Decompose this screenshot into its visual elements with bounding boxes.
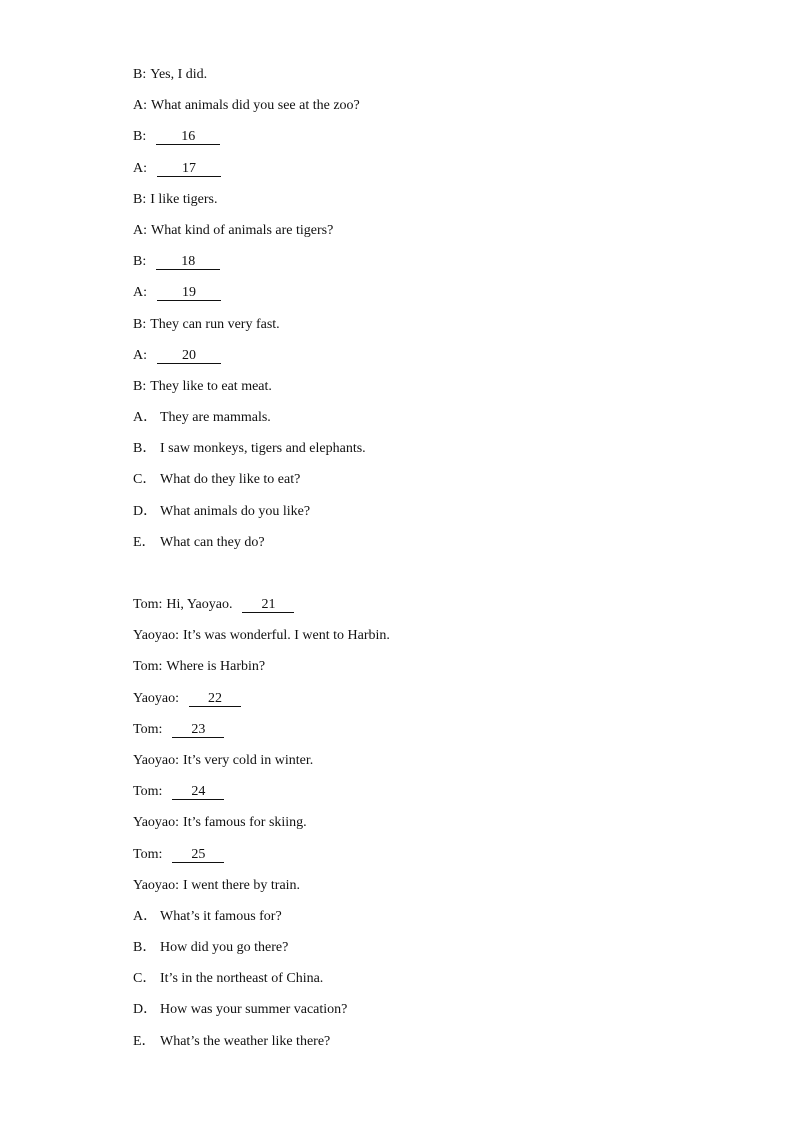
answer-blank-22[interactable]: 22 [189, 691, 241, 707]
option-c-2 [133, 970, 753, 1001]
dialogue-text: It’s was wonderful. I went to Harbin. [183, 628, 390, 644]
speaker-label: Tom: [133, 721, 163, 737]
option-letter: E． [133, 534, 156, 550]
dialogue-text: It’s famous for skiing. [183, 815, 307, 831]
option-letter: E． [133, 1033, 156, 1049]
dialogue-text: Where is Harbin? [166, 659, 266, 675]
answer-blank-20[interactable]: 20 [157, 348, 221, 364]
dialogue-line-tom-1 [133, 596, 753, 627]
option-text: What do they like to eat? [160, 472, 301, 488]
answer-blank-18[interactable]: 18 [156, 254, 220, 270]
option-text: What’s the weather like there? [160, 1033, 331, 1049]
section-gap [133, 565, 753, 596]
option-e-2 [133, 1033, 753, 1064]
option-letter: A． [133, 410, 158, 426]
answer-blank-25[interactable]: 25 [172, 847, 224, 863]
option-text: They are mammals. [160, 410, 271, 426]
option-text: I saw monkeys, tigers and elephants. [160, 441, 366, 457]
dialogue-text: What kind of animals are tigers? [151, 222, 334, 238]
option-text: How did you go there? [160, 940, 289, 956]
dialogue-line-9 [133, 316, 753, 347]
dialogue-line-5 [133, 191, 753, 222]
option-letter: C． [133, 971, 157, 987]
dialogue-line-yaoyao-3 [133, 752, 753, 783]
answer-blank-23[interactable]: 23 [172, 722, 224, 738]
dialogue-text: What animals did you see at the zoo? [151, 98, 360, 114]
option-e [133, 534, 753, 565]
worksheet-page [133, 66, 753, 1064]
option-letter: C． [133, 472, 157, 488]
dialogue-line-tom-2 [133, 658, 753, 689]
option-letter: B． [133, 940, 157, 956]
dialogue-text: It’s very cold in winter. [183, 752, 314, 768]
dialogue-text: They like to eat meat. [150, 378, 272, 394]
speaker-label: B: [133, 254, 147, 270]
dialogue-text: I went there by train. [183, 877, 301, 893]
option-letter: B． [133, 441, 157, 457]
speaker-label: A: [133, 98, 147, 114]
option-text: It’s in the northeast of China. [160, 971, 324, 987]
speaker-label: B: [133, 378, 147, 394]
speaker-label: Tom: [133, 659, 163, 675]
speaker-label: A: [133, 285, 147, 301]
speaker-label: A: [133, 160, 147, 176]
option-d [133, 503, 753, 534]
dialogue-line-10 [133, 347, 753, 378]
option-a-2 [133, 908, 753, 939]
answer-blank-24[interactable]: 24 [172, 784, 224, 800]
speaker-label: A: [133, 222, 147, 238]
option-d-2 [133, 1001, 753, 1032]
speaker-label: Tom: [133, 784, 163, 800]
speaker-label: B: [133, 67, 147, 82]
dialogue-text: Yes, I did. [150, 67, 208, 82]
answer-blank-19[interactable]: 19 [157, 285, 221, 301]
speaker-label: Yaoyao: [133, 877, 180, 893]
option-text: What can they do? [160, 534, 265, 550]
speaker-label: Yaoyao: [133, 628, 180, 644]
speaker-label: A: [133, 347, 147, 363]
dialogue-text: They can run very fast. [150, 316, 280, 332]
speaker-label: Tom: [133, 846, 163, 862]
speaker-label: Yaoyao: [133, 815, 180, 831]
option-text: How was your summer vacation? [160, 1002, 348, 1018]
dialogue-line-tom-5 [133, 846, 753, 877]
dialogue-line-4 [133, 160, 753, 191]
option-text: What animals do you like? [160, 503, 311, 519]
speaker-label: B: [133, 129, 147, 145]
option-letter: A． [133, 908, 158, 924]
option-letter: D． [133, 1002, 158, 1018]
dialogue-line-8 [133, 284, 753, 315]
dialogue-line-tom-4 [133, 783, 753, 814]
option-a [133, 409, 753, 440]
option-b [133, 440, 753, 471]
dialogue-line-2 [133, 97, 753, 128]
dialogue-text: I like tigers. [150, 191, 218, 207]
speaker-label: Tom: [133, 597, 163, 612]
option-text: What’s it famous for? [160, 908, 282, 924]
dialogue-line-11 [133, 378, 753, 409]
speaker-label: Yaoyao: [133, 690, 180, 706]
dialogue-line-3 [133, 128, 753, 159]
speaker-label: B: [133, 316, 147, 332]
dialogue-text: Hi, Yaoyao. [166, 597, 233, 612]
option-letter: D． [133, 503, 158, 519]
answer-blank-16[interactable]: 16 [156, 129, 220, 145]
dialogue-line-yaoyao-2 [133, 690, 753, 721]
dialogue-line-6 [133, 222, 753, 253]
dialogue-line-yaoyao-4 [133, 814, 753, 845]
dialogue-line-tom-3 [133, 721, 753, 752]
dialogue-line-yaoyao-1 [133, 627, 753, 658]
option-b-2 [133, 939, 753, 970]
dialogue-line-1 [133, 66, 753, 97]
dialogue-line-yaoyao-5 [133, 877, 753, 908]
option-c [133, 471, 753, 502]
answer-blank-21[interactable]: 21 [242, 597, 294, 613]
dialogue-line-7 [133, 253, 753, 284]
answer-blank-17[interactable]: 17 [157, 161, 221, 177]
speaker-label: B: [133, 191, 147, 207]
speaker-label: Yaoyao: [133, 752, 180, 768]
